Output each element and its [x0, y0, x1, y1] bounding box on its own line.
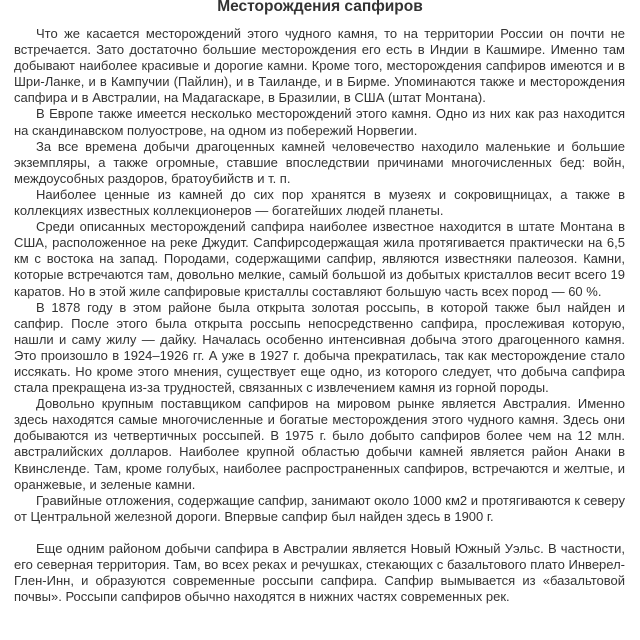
paragraph-australia: Довольно крупным поставщиком сапфиров на мировом рынке является Австралия. Именно здесь находятся самые многочисленные и богатые месторождения этого чудного камня. Здесь они добываются из четвертичных россыпей. В 1975 г. было добыто сапфиров более чем на 12 млн. австралийских долларов. Наиболее крупной областью добычи камней является район Анаки в Квинсленде. Там, кроме голубых, наиболее распространенных сапфиров, встречаются и желтые, и оранжевые, и зеленые камни.: [14, 396, 625, 492]
paragraph-gravel: Гравийные отложения, содержащие сапфир, занимают около 1000 км2 и протягиваются к северу от Центральной железной дороги. Впервые сапфир был найден здесь в 1900 г.: [14, 492, 625, 524]
paragraph-europe: В Европе также имеется несколько месторождений этого камня. Одно из них как раз находится на скандинавском полуострове, на одном из побережий Норвегии.: [14, 106, 625, 138]
paragraph-1878: В 1878 году в этом районе была открыта золотая россыпь, в которой также был найден и сапфир. После этого была открыта россыпь непосредственно сапфира, прослеживая которую, нашли и саму жилу — дайку. Началась особенно интенсивная добыча этого драгоценного камня. Это произошло в 1924–1926 гг. А уже в 1927 г. добыча прекратилась, так как месторождение стало иссякать. Но кроме этого мнения, существует еще одно, из которого следует, что добыча сапфира стала прекращена из-за трудностей, связанных с извлечением камня из горной породы.: [14, 299, 625, 396]
page-title: Месторождения сапфиров: [217, 0, 423, 15]
paragraph-museums: Наиболее ценные из камней до сих пор хранятся в музеях и сокровищницах, а также в коллекциях известных коллекционеров — богатейших людей планеты.: [14, 186, 625, 219]
paragraph-montana: Среди описанных месторождений сапфира наиболее известное находится в штате Монтана в США, расположенное на реке Джудит. Сапфирсодержащая жила протягивается практически на 6,5 км с востока на запад. Породами, содержащими сапфир, являются известняки палеозоя. Камни, которые встречаются там, довольно мелкие, самый большой из добытых кристаллов весит всего 19 каратов. Но в этой жиле сапфировые кристаллы составляют большую часть всех пород — 60 %.: [14, 219, 625, 299]
article-body: [14, 26, 625, 605]
paragraph-history: За все времена добычи драгоценных камней человечество находило маленькие и большие экземпляры, а также огромные, ставшие впоследствии причинами многочисленных бед: войн, междоусобных раздоров, братоубийств и т. п.: [14, 138, 625, 186]
paragraph-intro-deposits: Что же касается месторождений этого чудного камня, то на территории России он почти не встречается. Зато достаточно большие месторождения его есть в Индии в Кашмире. Именно там добывают наиболее красивые и дорогие камни. Кроме того, месторождения сапфиров имеются и в Шри-Ланке, и в Кампучии (Пайлин), и в Таиланде, и в Бирме. Упоминаются также и месторождения сапфира и в Австралии, на Мадагаскаре, в Бразилии, в США (штат Монтана).: [14, 26, 625, 106]
paragraph-new-south-wales: Еще одним районом добычи сапфира в Австралии является Новый Южный Уэльс. В частности, его северная территория. Там, во всех реках и речушках, стекающих с базальтового плато Инверел-Глен-Инн, и образуются современные россыпи сапфира. Сапфир вымывается из «базальтовой почвы». Россыпи сапфиров обычно находятся в нижних частях современных рек.: [14, 540, 625, 605]
